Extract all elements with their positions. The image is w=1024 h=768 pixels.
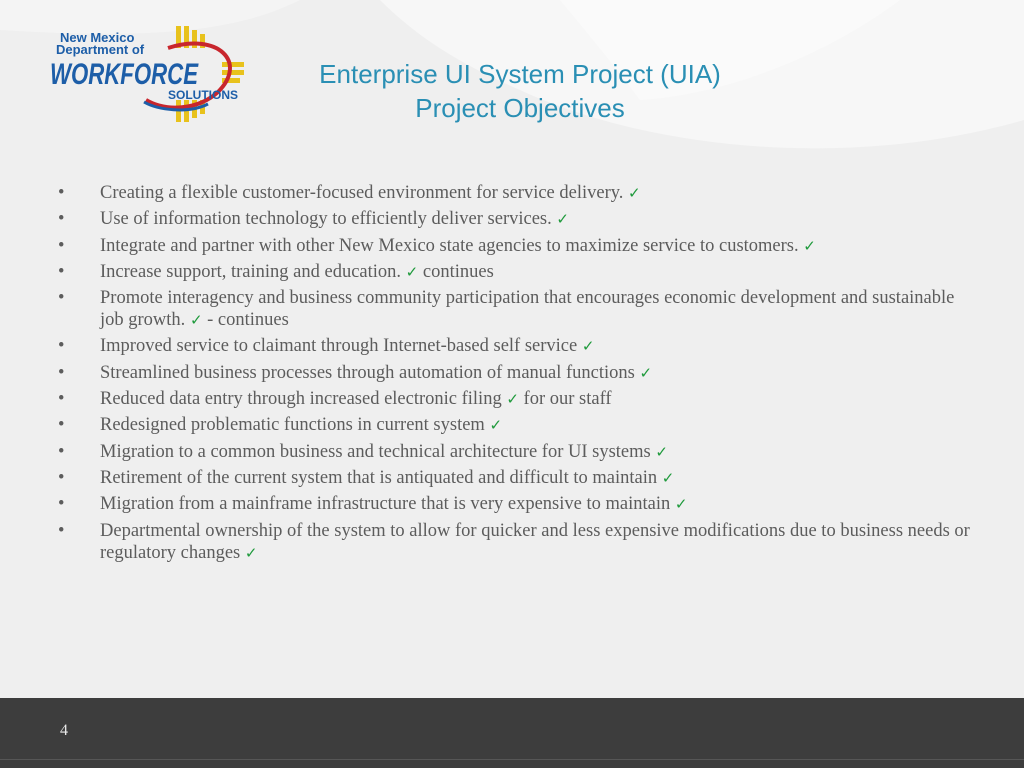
bullet-icon: • (58, 415, 65, 436)
title-line-1: Enterprise UI System Project (UIA) (319, 59, 721, 89)
objective-item (58, 414, 978, 436)
checkmark-icon: ✓ (489, 416, 503, 435)
objective-status: - continues (202, 310, 289, 331)
bullet-icon: • (58, 441, 65, 462)
objective-item (58, 182, 978, 204)
checkmark-icon: ✓ (405, 262, 419, 281)
objective-item (58, 467, 978, 489)
objective-item (58, 441, 978, 463)
footer-divider (0, 759, 1024, 760)
objective-text: Departmental ownership of the system to allow for quicker and less expensive modifications due to business needs or regulatory changes (100, 520, 970, 563)
objective-text: Retirement of the current system that is antiquated and difficult to maintain (100, 467, 662, 488)
objective-item (58, 520, 978, 564)
objective-text: Increase support, training and education. (100, 261, 406, 282)
objective-text: Creating a flexible customer-focused environment for service delivery. (100, 183, 629, 203)
objective-item (58, 235, 978, 257)
objective-text: Promote interagency and business community participation that encourages economic development and sustainable job growth. (100, 288, 955, 331)
checkmark-icon: ✓ (189, 311, 203, 330)
checkmark-icon: ✓ (244, 543, 258, 562)
bullet-icon: • (58, 183, 65, 203)
svg-text:New Mexico: New Mexico (60, 30, 135, 45)
checkmark-icon: ✓ (655, 442, 668, 461)
objective-item (58, 493, 978, 515)
objective-item (58, 208, 978, 230)
objective-text: Integrate and partner with other New Mexico state agencies to maximize service to customers. (100, 235, 804, 256)
zia-sun-logo-icon (48, 22, 254, 126)
bullet-icon: • (58, 467, 65, 488)
checkmark-icon: ✓ (803, 236, 816, 255)
bullet-icon: • (58, 494, 65, 515)
objectives-list (58, 182, 978, 568)
bullet-icon: • (58, 389, 65, 410)
nm-workforce-logo (48, 22, 254, 126)
objective-status: for our staff (518, 389, 612, 410)
objective-status: continues (418, 261, 494, 282)
checkmark-icon: ✓ (506, 390, 519, 409)
title-line-2: Project Objectives (415, 93, 625, 123)
svg-text:SOLUTIONS: SOLUTIONS (168, 88, 239, 102)
bullet-icon: • (58, 288, 65, 309)
checkmark-icon: ✓ (628, 184, 641, 202)
bullet-icon: • (58, 235, 65, 256)
objective-text: Redesigned problematic functions in current system (100, 415, 490, 436)
footer-bar (0, 698, 1024, 768)
objective-text: Streamlined business processes through automation of manual functions (100, 362, 640, 383)
objective-text: Improved service to claimant through Internet-based self service (100, 336, 582, 357)
page-number: 4 (60, 722, 68, 739)
bullet-icon: • (58, 209, 65, 230)
svg-text:WORKFORCE: WORKFORCE (50, 58, 199, 91)
objective-text: Use of information technology to efficiently deliver services. (100, 209, 557, 230)
checkmark-icon: ✓ (556, 210, 569, 229)
bullet-icon: • (58, 362, 65, 383)
bullet-icon: • (58, 520, 65, 541)
objective-item (58, 287, 978, 331)
objective-item (58, 335, 978, 357)
checkmark-icon: ✓ (661, 468, 675, 487)
bullet-icon: • (58, 336, 65, 357)
objective-item (58, 388, 978, 410)
objective-text: Reduced data entry through increased electronic filing (100, 389, 507, 410)
objective-text: Migration from a mainframe infrastructure that is very expensive to maintain (100, 494, 675, 515)
checkmark-icon: ✓ (581, 337, 595, 356)
objective-text: Migration to a common business and technical architecture for UI systems (100, 441, 656, 462)
slide-title (270, 57, 770, 125)
checkmark-icon: ✓ (639, 363, 653, 382)
objective-item (58, 362, 978, 384)
checkmark-icon: ✓ (674, 495, 688, 514)
bullet-icon: • (58, 261, 65, 282)
objective-item (58, 261, 978, 283)
svg-text:Department of: Department of (56, 42, 145, 57)
